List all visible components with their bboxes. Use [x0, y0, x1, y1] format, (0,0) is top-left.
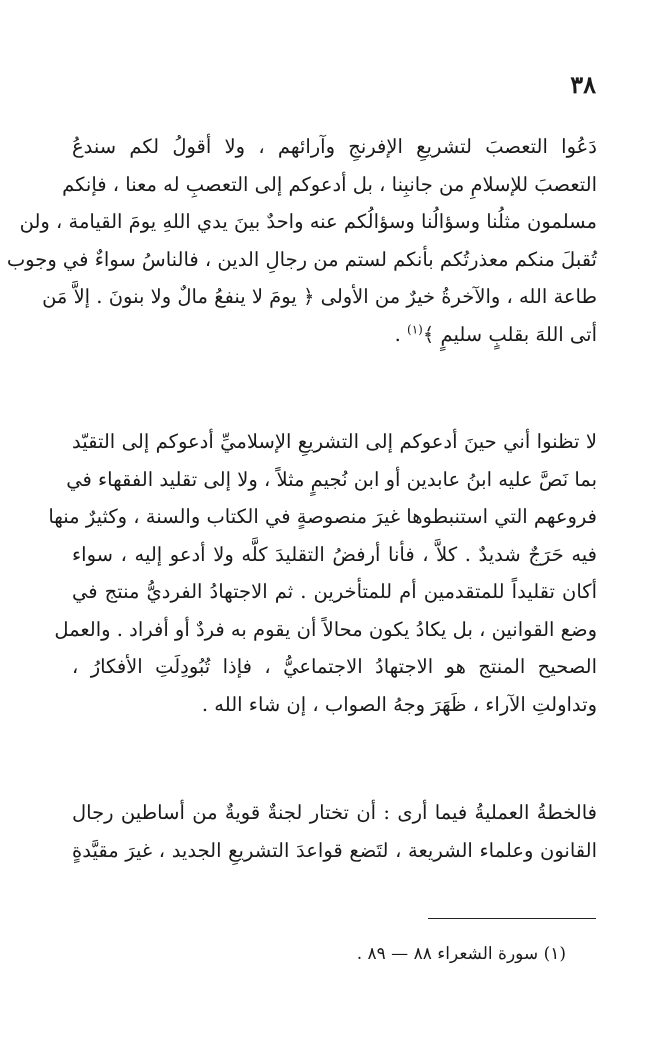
paragraph-line: الصحيح المنتج هو الاجتهادُ الاجتماعيُّ ، فإذا تُبُودِلَتِ الأفكارُ ، — [72, 655, 597, 678]
paragraph-line: أكان تقليداً للمتقدمين أم للمتأخرين . ثم الاجتهادُ الفرديُّ منتج في — [72, 580, 597, 603]
page-number: ٣٨ — [570, 70, 596, 99]
paragraph-2 — [48, 423, 597, 723]
paragraph-line — [72, 316, 597, 354]
paragraph-line: مسلمون مثلُنا وسؤالُنا وسؤالُكم عنه واحدٌ بينَ يدي اللهِ يومَ القيامة ، ولن — [19, 210, 597, 233]
paragraph-line: دَعُوا التعصبَ لتشريعِ الإفرنجِ وآرائهم ، ولا أقولُ لكم سندعُ — [72, 135, 597, 158]
paragraph-3 — [72, 794, 597, 869]
paragraph-line: وضع القوانين ، بل يكادُ يكون محالاً أن يقوم به فردٌ أو أفراد . والعمل — [54, 617, 597, 641]
paragraph-line: فروعهم التي استنبطوها غيرَ منصوصةٍ في الكتاب والسنة ، وكثيرٌ منها — [48, 505, 597, 528]
paragraph-line: التعصبَ للإسلامِ من جانبِنا ، بل أدعوكم إلى التعصبِ له معنا ، فإنكم — [62, 172, 597, 196]
paragraph-line: وتداولتِ الآراء ، ظَهَرَ وجهُ الصواب ، إن شاء الله . — [201, 692, 597, 716]
paragraph-line: بما نَصَّ عليه ابنُ عابدين أو ابن نُجيمٍ مثلاً ، ولا إلى تقليد الفقهاء في — [66, 467, 597, 491]
footnote-marker: (١) — [407, 322, 423, 336]
sentence-end: . — [394, 322, 401, 346]
paragraph-line: القانون وعلماء الشريعة ، لتَضع قواعدَ التشريعِ الجديد ، غيرَ مقيَّدةٍ — [72, 838, 597, 862]
paragraph-line: فالخطةُ العمليةُ فيما أرى : أن تختار لجنةٌ قويةٌ من أساطين رجال — [72, 801, 597, 824]
paragraph-line: فيه حَرَجٌ شديدٌ . كلاَّ ، فأنا أرفضُ التقليدَ كلَّه ولا أدعو إليه ، سواء — [72, 542, 597, 566]
paragraph-1 — [6, 128, 597, 353]
quran-verse-end: أتى اللهَ بقلبٍ سليمٍ ﴾ — [422, 322, 597, 346]
footnote-divider — [428, 918, 596, 919]
paragraph-line: طاعة الله ، والآخرةُ خيرٌ من الأولى ﴿ يومَ لا ينفعُ مالٌ ولا بنونَ . إلاَّ مَن — [42, 285, 597, 308]
paragraph-line: تُقبلَ منكم معذرتُكم بأنكم لستم من رجالِ الدين ، فالناسُ سواءٌ في وجوب — [6, 247, 597, 271]
paragraph-line: لا تظنوا أني حينَ أدعوكم إلى التشريعِ الإسلاميِّ أدعوكم إلى التقيّد — [72, 430, 597, 453]
footnote: (١) سورة الشعراء ٨٨ — ٨٩ . — [356, 944, 566, 964]
